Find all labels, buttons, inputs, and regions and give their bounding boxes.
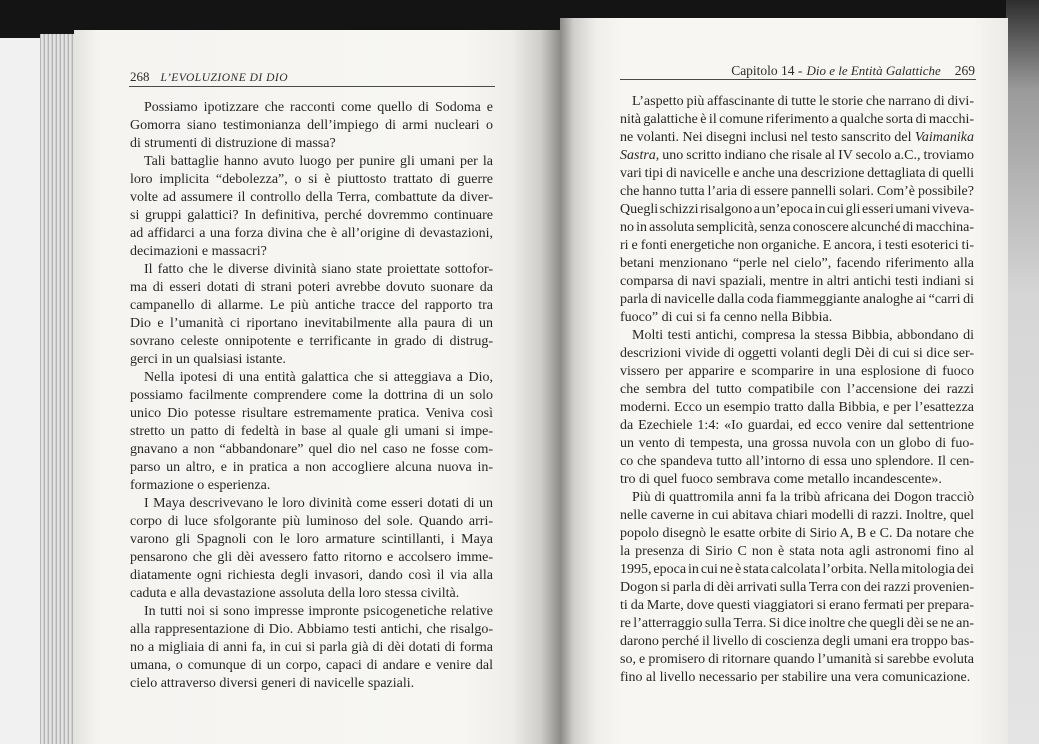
paragraph: [620, 489, 974, 687]
text-line: Molti testi antichi, compresa la stessa Bibbia, abbondano di: [632, 328, 974, 343]
text-line: moderni. Ecco un esempio tratto dalla Bibbia, e per l’esattezza: [620, 400, 974, 415]
text-line: fuoco” di cui si fa cenno nella Bibbia.: [620, 310, 833, 325]
text-line: Quegli schizzi risalgono a un’epoca in cui gli esseri umani viveva-: [620, 202, 974, 217]
page-stack-edge: [40, 34, 78, 744]
book-title: Sastra: [620, 148, 656, 163]
text-line: si gruppi galattici? In definitiva, perché dovremmo continuare: [130, 208, 493, 223]
running-title: L’EVOLUZIONE DI DIO: [160, 72, 289, 84]
paragraph: [620, 327, 974, 489]
text-line: loro implicita “debolezza”, o si è piuttosto trattato di guerre: [130, 172, 493, 187]
text-line: varono gli Spagnoli con le loro armature scintillanti, i Maya: [130, 532, 493, 547]
text-line: decimazioni e massacri?: [130, 244, 267, 259]
text-line: che sembra del tutto compatibile con l’accensione dei razzi: [620, 382, 974, 397]
text-line: re l’atterraggio sulla Terra. Si dice inoltre che quegli dèi se ne an-: [620, 616, 974, 631]
paragraph: [130, 261, 493, 369]
text-line: Nella ipotesi di una entità galattica che si atteggiava a Dio,: [144, 370, 493, 385]
text-line: Tali battaglie hanno avuto luogo per punire gli umani per la: [144, 154, 493, 169]
paragraph: [130, 153, 493, 261]
text-line: possiamo facilmente comprendere come la dottrina di un solo: [130, 388, 493, 403]
text-line: L’aspetto più affascinante di tutte le storie che narrano di divi-: [632, 94, 974, 109]
text-line: so, e promisero di ritornare quando l’umanità si sarebbe evoluta: [620, 652, 974, 667]
text-line: unico Dio potesse risultare estremamente pratica. Veniva così: [130, 406, 493, 421]
text-line: descrizioni vivide di oggetti volanti degli Dèi di cui si dice ser-: [620, 346, 974, 361]
text-line: tro di quel fuoco sembrava come metallo incandescente».: [620, 472, 942, 487]
text-line: In tutti noi si sono impresse impronte psicogenetiche relative: [144, 604, 493, 619]
page-left: [74, 30, 560, 744]
text-line: umana, o comunque di un corpo, capaci di andare e venire dal: [130, 658, 493, 673]
header-rule: [129, 86, 495, 87]
text-line: sovrano celeste onnipotente e terrificante in grado di distrug-: [130, 334, 493, 349]
text-line: parso un altro, e in pratica a non accogliere alcuna nuova in-: [130, 460, 493, 475]
header-rule: [620, 79, 976, 80]
text-line: betani menzionano “perle nel cielo”, facendo riferimento alla: [620, 256, 974, 271]
text-line: Dio e l’umanità ci riportano inevitabilmente alla paura di un: [130, 316, 493, 331]
text-line: ti da Marte, dove questi viaggiatori si erano fermati per prepara-: [620, 598, 974, 613]
text-line: un vento di tempesta, una grossa nuvola con un globo di fuo-: [620, 436, 974, 451]
text-line: da Ezechiele 1:4: «Io guardai, ed ecco venire dal settentrione: [620, 418, 974, 433]
text-line: fino al livello necessario per stabilire una vera comunicazione.: [620, 670, 971, 685]
text-segment: , uno scritto indiano che risale al IV secolo a.C., troviamo: [655, 148, 974, 163]
chapter-title: Dio e le Entità Galattiche: [806, 63, 941, 78]
text-line: che hanno tutta l’aria di essere pannelli solari. Com’è possibile?: [620, 184, 974, 199]
text-line: co che spandeva tutto all’intorno di essa uno splendore. Il cen-: [620, 454, 974, 469]
body-text: [620, 93, 974, 687]
text-line: cielo attraverso diversi generi di navicelle spaziali.: [130, 676, 415, 691]
text-line: gerci in un qualsiasi istante.: [130, 352, 286, 367]
text-line: 1995, epoca in cui ne è stata calcolata l’orbita. Nella mitologia dei: [620, 562, 974, 577]
book-title: Vaimanika: [914, 130, 974, 145]
text-line: ad affidarci a una forza divina che è all’origine di devastazioni,: [130, 226, 493, 241]
text-line: alla rappresentazione di Dio. Abbiamo testi antichi, che risalgo-: [130, 622, 493, 637]
text-line: Possiamo ipotizzare che racconti come quello di Sodoma e: [144, 100, 493, 115]
text-line: diatamente ogni richiesta degli invasori, dando così il via alla: [130, 568, 493, 583]
paragraph: [130, 495, 493, 603]
text-line: ri e fonti energetiche non organiche. E ancora, i testi esoterici ti-: [620, 238, 974, 253]
text-line: [620, 129, 974, 147]
text-line: gnavano a non “abbandonare” quel dio nel caso ne fosse com-: [130, 442, 493, 457]
text-line: [620, 147, 974, 165]
text-line: Gomorra siano testimonianza dell’impiego di armi nucleari o: [130, 118, 493, 133]
text-line: parla di navicelle dalla coda fiammeggiante analoghe ai “carri di: [620, 292, 974, 307]
scanner-background-right: [1006, 0, 1039, 744]
paragraph: [620, 93, 974, 327]
paragraph: [130, 369, 493, 495]
text-line: formazione o esperienza.: [130, 478, 271, 493]
text-line: no a migliaia di anni fa, in cui si parla già di dèi dotati di forma: [130, 640, 493, 655]
text-line: darono perché il livello di coscienza degli umani era troppo bas-: [620, 634, 974, 649]
text-line: nelle caverne in cui abitava chiari modelli di razzi. Inoltre, quel: [620, 508, 974, 523]
text-line: vari tipi di navicelle e anche una descrizione dettagliata di quelli: [620, 166, 974, 181]
text-segment: ne volanti. Nei disegni inclusi nel testo sanscrito del: [620, 130, 915, 145]
paragraph: [130, 99, 493, 153]
text-line: pensarono che gli dèi avessero fatto ritorno e accolsero imme-: [130, 550, 493, 565]
running-header: [130, 68, 494, 85]
text-line: Più di quattromila anni fa la tribù africana dei Dogon tracciò: [632, 490, 974, 505]
text-line: la presenza di Sirio C non è stata nota agli astronomi fino al: [620, 544, 974, 559]
text-line: caduta e alla devastazione assoluta della loro stessa civiltà.: [130, 586, 460, 601]
text-line: corpo di luce sfolgorante più luminoso del sole. Quando arri-: [130, 514, 493, 529]
text-line: Dogon si parla di dèi arrivati sulla Terra con dei razzi provenien-: [620, 580, 974, 595]
text-line: volte ad assumere il controllo della Terra, combattute da diver-: [130, 190, 493, 205]
text-line: stretto un patto di fedeltà in base al quale gli umani si impe-: [130, 424, 493, 439]
page-number: 268: [130, 69, 150, 84]
page-number: 269: [954, 63, 975, 78]
page-right: [560, 18, 1008, 744]
text-line: campanello di allarme. Le più antiche tracce del rapporto tra: [130, 298, 493, 313]
scanner-background-left: [0, 38, 44, 744]
text-line: comparsa di navi spaziali, mentre in altri antichi testi indiani si: [620, 274, 974, 289]
text-line: ma di esseri dotati di strani poteri avrebbe dovuto suonare da: [130, 280, 493, 295]
body-text: [130, 99, 493, 693]
running-header: [620, 62, 975, 79]
text-line: I Maya descrivevano le loro divinità come esseri dotati di un: [144, 496, 493, 511]
text-line: no in assoluta semplicità, senza conoscere alcunché di macchina-: [620, 220, 974, 235]
text-line: popolo disegnò le esatte orbite di Sirio A, B e C. Da notare che: [620, 526, 974, 541]
text-line: vissero per apparire e scomparire in una esplosione di fuoco: [620, 364, 974, 379]
text-line: Il fatto che le diverse divinità siano state proiettate sottofor-: [144, 262, 493, 277]
text-line: di strumenti di distruzione di massa?: [130, 136, 336, 151]
chapter-label: Capitolo 14 -: [731, 63, 803, 78]
text-line: nità galattiche è il comune riferimento a qualche sorta di macchi-: [620, 112, 974, 127]
paragraph: [130, 603, 493, 693]
